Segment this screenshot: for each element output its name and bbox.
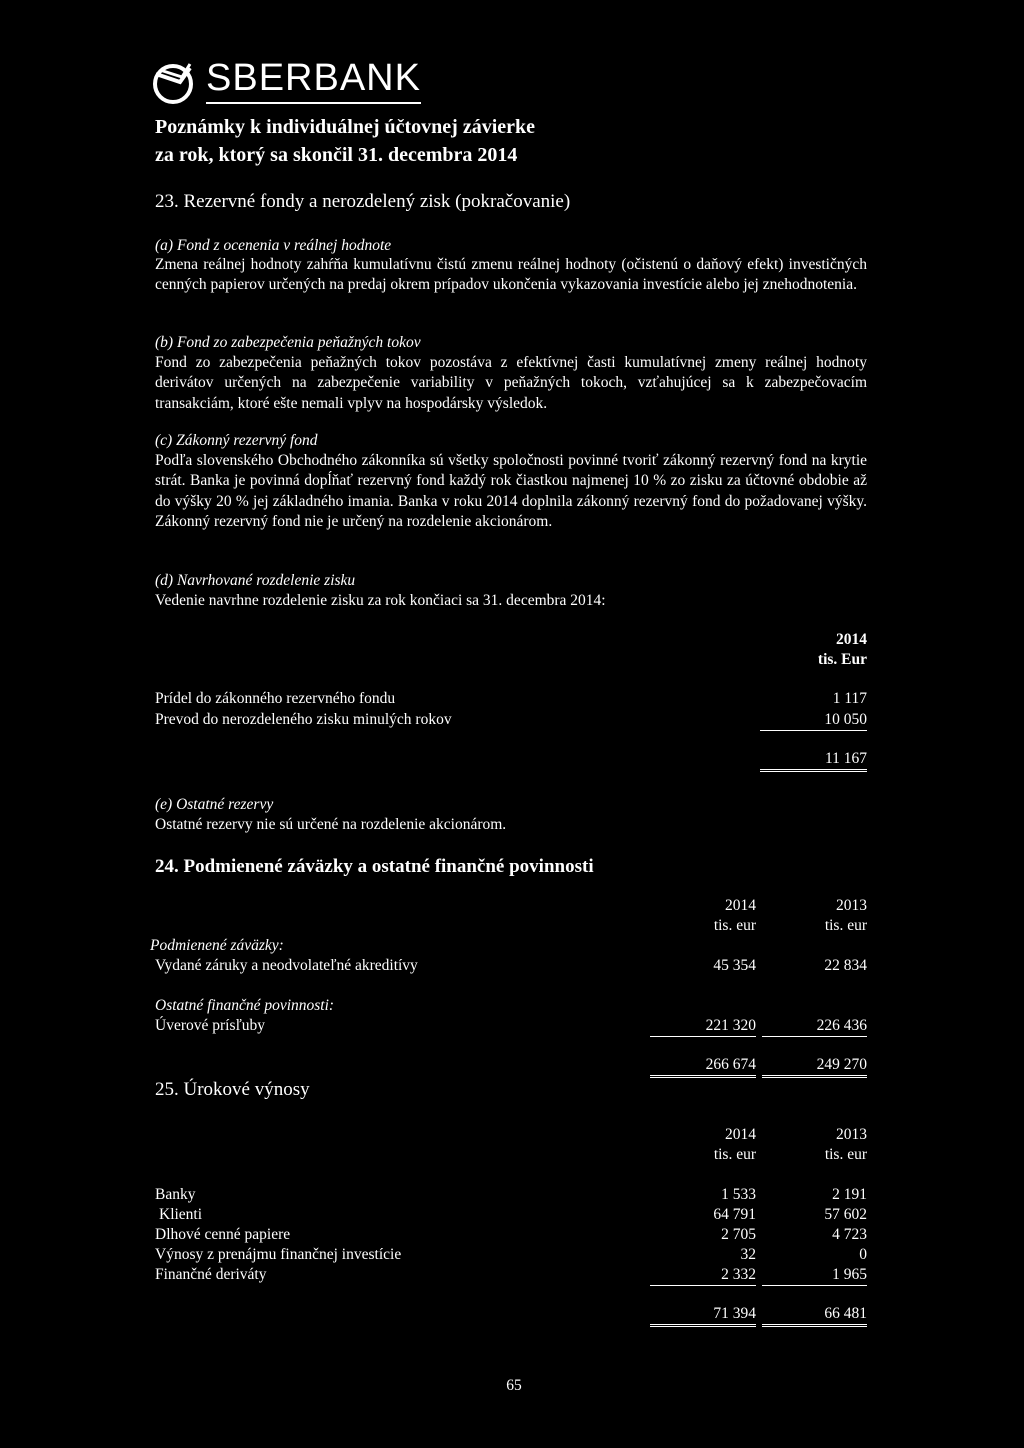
s24-col-2013-year: 2013 <box>836 897 867 914</box>
s24-row-label: Úverové prísľuby <box>155 1017 266 1034</box>
s24-row-value-2013: 226 436 <box>762 1016 867 1037</box>
subsection-c-title: (c) Zákonný rezervný fond <box>155 432 318 449</box>
s24-row-label: Vydané záruky a neodvolateľné akreditívy <box>155 957 418 974</box>
subsection-e-title: (e) Ostatné rezervy <box>155 796 274 813</box>
subsection-c-text: Podľa slovenského Obchodného zákonníka sú všetky spoločnosti povinné tvoriť zákonný rezervný fond na krytie strát. Banka je povinná dopĺňať rezervný fond každý rok čiastkou najmenej 10 % zo zisku za účtovné obdobie až do výšky 20 % jej základného imania. Banka v roku 2014 doplnila zákonný rezervný fond do požadovanej výšky. Zákonný rezervný fond nie je určený na rozdelenie akcionárom. <box>155 452 867 530</box>
s25-row-value-2013: 0 <box>859 1246 867 1263</box>
subsection-d-title: (d) Navrhované rozdelenie zisku <box>155 572 356 589</box>
s25-row-label: Dlhové cenné papiere <box>155 1226 291 1243</box>
s25-row-value-2013: 1 965 <box>762 1265 867 1286</box>
s25-row-value-2013: 4 723 <box>832 1226 867 1243</box>
s25-col-2014-year: 2014 <box>725 1126 756 1143</box>
s25-col-2013-unit: tis. eur <box>824 1146 867 1163</box>
brand-name: SBERBANK <box>206 56 421 104</box>
s25-row-value-2013: 57 602 <box>824 1206 867 1223</box>
subsection-a-title: (a) Fond z ocenenia v reálnej hodnote <box>155 237 392 254</box>
s25-row-value-2013: 2 191 <box>832 1186 867 1203</box>
s25-total-2014: 71 394 <box>650 1304 756 1327</box>
s24-group-other: Ostatné finančné povinnosti: <box>155 997 335 1014</box>
s25-row-label: Klienti <box>159 1206 203 1223</box>
s25-row-label: Banky <box>155 1186 196 1203</box>
subsection-b-text: Fond zo zabezpečenia peňažných tokov pozostáva z efektívnej časti kumulatívnej zmeny reálnej hodnoty derivátov určených na zabezpečenie variability v peňažných tokoch, vzťahujúcej sa k zabezpečovacím transakciám, ktoré ešte nemali vplyv na hospodársky výsledok. <box>155 354 867 412</box>
s24-row-value-2014: 45 354 <box>713 957 756 974</box>
s24-total-2014: 266 674 <box>650 1055 756 1078</box>
subsection-b-title: (b) Fond zo zabezpečenia peňažných tokov <box>155 334 421 351</box>
document-title-line2: za rok, ktorý sa skončil 31. decembra 2014 <box>155 144 518 166</box>
s25-row-label: Výnosy z prenájmu finančnej investície <box>155 1246 402 1263</box>
subsection-d-text: Vedenie navrhne rozdelenie zisku za rok končiaci sa 31. decembra 2014: <box>155 592 606 609</box>
profit-row-label: Prevod do nerozdeleného zisku minulých rokov <box>155 711 452 728</box>
section-24-heading: 24. Podmienené záväzky a ostatné finančné povinnosti <box>155 856 594 877</box>
sberbank-logo <box>150 56 421 104</box>
profit-row-value: 10 050 <box>760 710 867 731</box>
s24-row-value-2013: 22 834 <box>824 957 867 974</box>
s25-row-value-2014: 2 705 <box>721 1226 756 1243</box>
sberbank-logo-icon <box>150 60 196 104</box>
s24-group-contingent: Podmienené záväzky: <box>150 937 284 954</box>
profit-total: 11 167 <box>760 749 867 772</box>
subsection-a-text: Zmena reálnej hodnoty zahŕňa kumulatívnu čistú zmenu reálnej hodnoty (očistenú o daňový efekt) investičných cenných papierov určených na predaj okrem prípadov ukončenia vykazovania investície alebo jej znehodnotenia. <box>155 256 867 294</box>
s25-col-2014-unit: tis. eur <box>713 1146 756 1163</box>
profit-table-year: 2014 <box>836 631 867 648</box>
profit-table-unit: tis. Eur <box>817 651 867 668</box>
s24-col-2014-unit: tis. eur <box>713 917 756 934</box>
s24-col-2014-year: 2014 <box>725 897 756 914</box>
profit-row-label: Prídel do zákonného rezervného fondu <box>155 690 396 707</box>
s25-row-value-2014: 32 <box>740 1246 756 1263</box>
s24-total-2013: 249 270 <box>762 1055 867 1078</box>
page-number: 65 <box>506 1377 522 1394</box>
profit-row-value: 1 117 <box>832 690 867 707</box>
s25-row-value-2014: 64 791 <box>713 1206 756 1223</box>
s25-row-value-2014: 2 332 <box>650 1265 756 1286</box>
s24-row-value-2014: 221 320 <box>650 1016 756 1037</box>
document-title-line1: Poznámky k individuálnej účtovnej závierke <box>155 116 536 138</box>
s24-col-2013-unit: tis. eur <box>824 917 867 934</box>
s25-total-2013: 66 481 <box>762 1304 867 1327</box>
s25-col-2013-year: 2013 <box>836 1126 867 1143</box>
s25-row-value-2014: 1 533 <box>721 1186 756 1203</box>
section-25-heading: 25. Úrokové výnosy <box>155 1079 310 1100</box>
subsection-e-text: Ostatné rezervy nie sú určené na rozdelenie akcionárom. <box>155 816 507 833</box>
section-23-heading: 23. Rezervné fondy a nerozdelený zisk (pokračovanie) <box>155 191 571 212</box>
s25-row-label: Finančné deriváty <box>155 1266 267 1283</box>
